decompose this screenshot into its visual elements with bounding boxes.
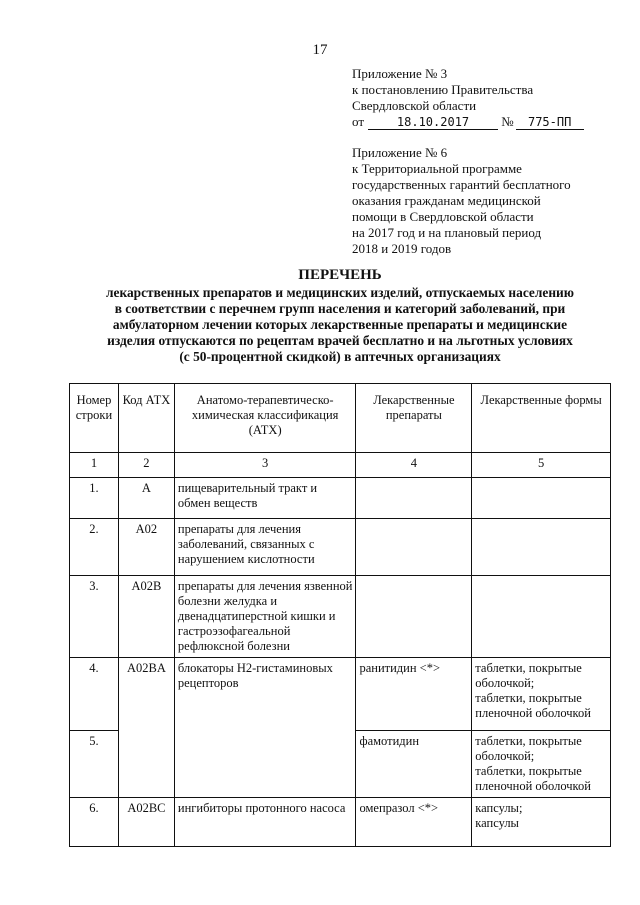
table-header-row xyxy=(70,384,611,453)
column-number: 5 xyxy=(472,453,611,478)
atc-code: A02BC xyxy=(118,798,174,847)
dosage-forms xyxy=(472,519,611,576)
column-number: 1 xyxy=(70,453,119,478)
row-number: 3. xyxy=(70,576,119,658)
row-number: 4. xyxy=(70,658,119,731)
drug-name: фамотидин xyxy=(356,731,472,798)
decree-date: 18.10.2017 xyxy=(368,115,498,130)
header-row-number: Номер строки xyxy=(70,384,119,453)
appendix-3-date-line xyxy=(352,114,584,130)
appendix-6-line: оказания гражданам медицинской xyxy=(352,193,541,208)
drug-name: ранитидин <*> xyxy=(356,658,472,731)
atc-code: A02 xyxy=(118,519,174,576)
row-number: 5. xyxy=(70,731,119,798)
header-atc-code: Код АТХ xyxy=(118,384,174,453)
atc-code: A xyxy=(118,478,174,519)
document-title: ПЕРЕЧЕНЬ xyxy=(298,267,382,283)
number-prefix: № xyxy=(501,114,514,129)
decree-number: 775-ПП xyxy=(516,115,584,130)
document-heading xyxy=(60,266,620,365)
drug-list-table xyxy=(69,383,611,847)
appendix-3-title: Приложение № 3 xyxy=(352,66,448,81)
subtitle-line: изделия отпускаются по рецептам врачей бесплатно и на льготных условиях xyxy=(107,333,573,348)
table-row xyxy=(70,576,611,658)
subtitle-line: в соответствии с перечнем групп населения и категорий заболеваний, при xyxy=(114,301,566,316)
dosage-forms xyxy=(472,798,611,847)
classification: пищеварительный тракт и обмен веществ xyxy=(174,478,356,519)
classification: препараты для лечения язвенной болезни желудка и двенадцатиперстной кишки и гастроэзофагеальной рефлюксной болезни xyxy=(174,576,356,658)
appendix-6-line: 2018 и 2019 годов xyxy=(352,241,452,256)
header-drugs: Лекарственные препараты xyxy=(356,384,472,453)
dosage-form: таблетки, покрытые пленочной оболочкой xyxy=(475,764,591,793)
classification: блокаторы H2-гистаминовых рецепторов xyxy=(174,658,356,798)
drug-name xyxy=(356,478,472,519)
column-number: 2 xyxy=(118,453,174,478)
table-row xyxy=(70,798,611,847)
appendix-3-line3: Свердловской области xyxy=(352,98,477,113)
atc-code: A02BA xyxy=(118,658,174,798)
page-number: 17 xyxy=(312,42,328,58)
date-prefix: от xyxy=(352,114,365,129)
classification: ингибиторы протонного насоса xyxy=(174,798,356,847)
dosage-form: капсулы; xyxy=(475,801,523,815)
dosage-form: таблетки, покрытые пленочной оболочкой xyxy=(475,691,591,720)
dosage-forms xyxy=(472,576,611,658)
subtitle-line: амбулаторном лечении которых лекарственные препараты и медицинские xyxy=(112,317,568,332)
subtitle-line: лекарственных препаратов и медицинских изделий, отпускаемых населению xyxy=(106,285,574,300)
drug-name xyxy=(356,519,472,576)
row-number: 6. xyxy=(70,798,119,847)
dosage-form: капсулы xyxy=(475,816,519,830)
dosage-forms xyxy=(472,731,611,798)
appendix-6-line: помощи в Свердловской области xyxy=(352,209,534,224)
header-forms: Лекарственные формы xyxy=(472,384,611,453)
dosage-form: таблетки, покрытые оболочкой; xyxy=(475,661,582,690)
column-number-row xyxy=(70,453,611,478)
table-row xyxy=(70,519,611,576)
drug-name xyxy=(356,576,472,658)
appendix-3-line2: к постановлению Правительства xyxy=(352,82,534,97)
drug-name: омепразол <*> xyxy=(356,798,472,847)
column-number: 3 xyxy=(174,453,356,478)
dosage-forms xyxy=(472,658,611,731)
column-number: 4 xyxy=(356,453,472,478)
table-row xyxy=(70,658,611,731)
atc-code: A02B xyxy=(118,576,174,658)
dosage-forms xyxy=(472,478,611,519)
appendix-6-line: на 2017 год и на плановый период xyxy=(352,225,542,240)
appendix-6-block xyxy=(352,145,571,257)
row-number: 1. xyxy=(70,478,119,519)
header-classification: Анатомо-терапевтическо-химическая классификация (АТХ) xyxy=(174,384,356,453)
appendix-6-line: к Территориальной программе xyxy=(352,161,522,176)
appendix-6-line: Приложение № 6 xyxy=(352,145,448,160)
dosage-form: таблетки, покрытые оболочкой; xyxy=(475,734,582,763)
table-row xyxy=(70,478,611,519)
classification: препараты для лечения заболеваний, связанных с нарушением кислотности xyxy=(174,519,356,576)
appendix-3-block xyxy=(352,66,584,130)
row-number: 2. xyxy=(70,519,119,576)
subtitle-line: (с 50-процентной скидкой) в аптечных организациях xyxy=(179,349,501,364)
appendix-6-line: государственных гарантий бесплатного xyxy=(352,177,571,192)
